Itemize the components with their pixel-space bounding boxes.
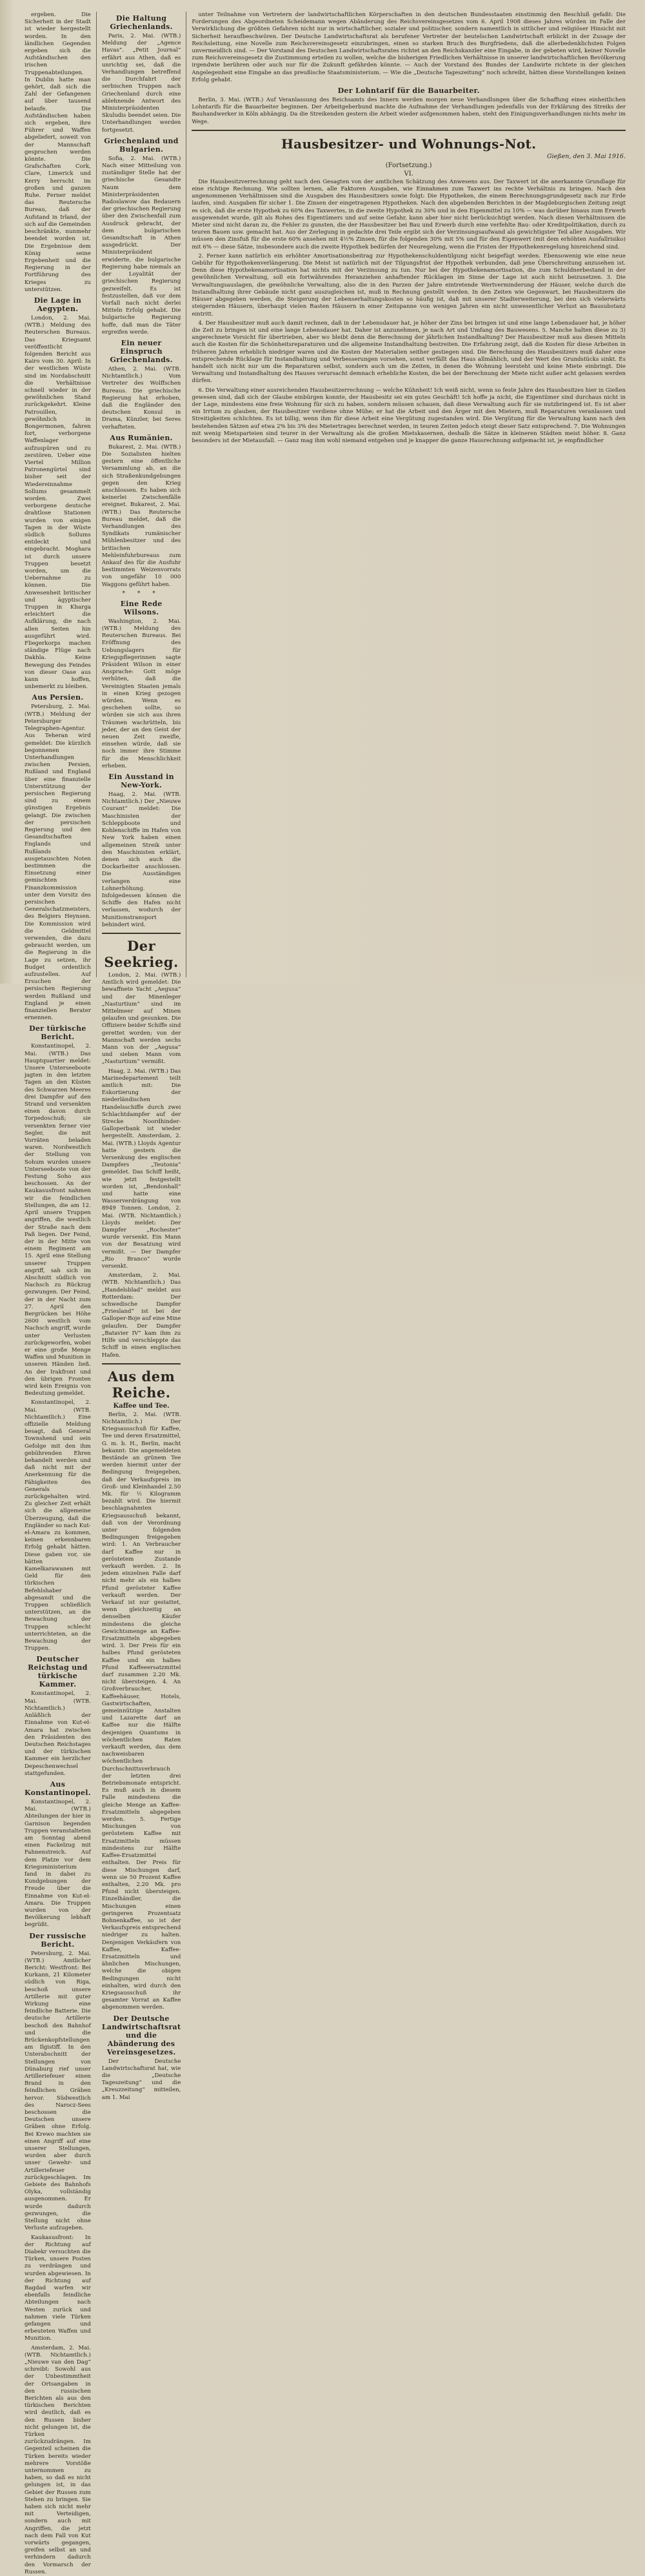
heading-rumaenien: Aus Rumänien. [110, 433, 173, 442]
heading-reichstag: Deutscher Reichstag und türkische Kammer. [28, 1655, 88, 1689]
heading-einspruch: Ein neuer Einspruch Griechenlands. [110, 338, 173, 364]
heading-hausbesitzer: Hausbesitzer- und Wohnungs-Not. [281, 136, 537, 152]
dateline: Gießen, den 3. Mai 1916. [547, 152, 626, 160]
article-konstantinopel: Konstantinopel, 2. Mai. (WTB.) Abteilungen der hier in Garnison liegenden Truppen veranstalteten am Sonntag abend einen Fackelzug mit Fahnenstreich. Auf dem Platze vor dem Kriegsministerium fand in dabei zu Kundgebungen der Freude über die Einnahme von Kut-el-Amara. Die Truppen wurden von der Bevölkerung lebhaft begrüßt. [25, 1798, 91, 1929]
article-persien: Petersburg, 2. Mai. (WTB.) Meldung der Petersburger Telegraphen-Agentur. Aus Teheran wird gemeldet: Die kürzlich begonnenen Unterhandlungen zwischen Persien, Rußland und England über eine finanzielle Unterstützung der persischen Regierung sind zu einem günstigen Ergebnis gelangt. Die zwischen der persischen Regierung und den Gesandtschaften Englands und Rußlands ausgetauschten Noten bestimmen die Einsetzung einer gemischten Finanzkommission unter dem Vorsitz des persischen Generalschatzmeisters, des Belgiers Heynsen. Die Kommission wird die Geldmittel verwenden, die dazu gebraucht werden, um die Regierung in die Lage zu setzen, ihr Budget ordentlich aufzustellen. Auf Ersuchen der persischen Regierung werden Rußland und England je einen finanziellen Berater ernennen. [25, 704, 91, 1022]
fortsetzung-label: (Fortsetzung.) [385, 161, 432, 169]
heading-aegypten: Die Lage in Aegypten. [34, 296, 82, 313]
divider [102, 1363, 181, 1364]
section-number: VI. [404, 170, 413, 177]
article-einspruch: Athen, 2. Mai. (WTB. Nichtamtlich.) Vom Vertreter des Wolffschen Bureaus. Die griechische Regierung hat erhoben, daß die Engländer den deutschen Konsul in Drama, Künzler, bei Seres verhafteten. [101, 365, 181, 431]
article-wilson: Washington, 2. Mai. (WTB.) Meldung des Reuterschen Bureaus. Bei Eröffnung des Uebungslagers für Kriegspflegerinnen sagte Präsident Wilson in einer Ansprache: Gott möge verhüten, daß die Vereinigten Staaten jemals in einen Krieg gezogen würden. Wenn es geschehen sollte, so würden sie sich aus ihren Träumen wachrütteln, bis jeder, der an den Geist der neuen Zeit zweifle, einsehen würde, daß sie noch immer ihre Stimme für die Menschlichkeit erheben. [101, 618, 181, 769]
article-russ-1: Petersburg, 2. Mai. (WTB.) Amtlicher Bericht: Westfront: Bei Kurkann, 21 Kilometer südlich von Riga, beschoß unsere Artillerie mit guter Wirkung eine feindliche Batterie. Die deutsche Artillerie beschoß den Bahnhof und die Brückenkopfstellungen am Ilgistiff. In den Unterabschnitt der Stellungen von Dünaburg rief unser Artilleriefeuer einen Brand in den feindlichen Gräben hervor. Südwestlich des Narocz-Sees beschossen die Deutschen unsere Gräben ohne Erfolg. Bei Krewo machten sie einen Angriff auf eine unserer Stellungen, wurden aber durch unser Gewehr- und Artilleriefeuer zurückgeschlagen. Im Gebiete des Bahnhofs Olyka, vollständig ausgenommen. Er wurde dadurch gezwungen, die Stellung nicht ohne Verluste aufzugeben. [25, 1950, 91, 2232]
heading-russischer-bericht: Der russische Bericht. [29, 1931, 86, 1949]
heading-lohntarif: Der Lohntarif für die Bauarbeiter. [337, 86, 480, 96]
article-haus-4: 6. Die Verwaltung einer ausreichenden Hausbesitzerrechnung — welche Kühnheit! Ich weiß nicht, wenn so feste Jahre des Hausbesitzes hier in Gießen gewesen sind, daß sich der Glaube einbürgen konnte, der Hausbesitz sei ein gutes Geschäft! Ich hoffe ja nicht, die Eigentümer sind durchaus nicht in der Lage, mindestens eine freie Wohnung für sich zu haben, sondern müssen schauen, daß diese Verwaltung auch für sie nutzbringend ist. Es ist aber ein Irrtum zu glauben, der Hausbesitzer verdiene ohne Mühe; er hat die Arbeit und den Ärger mit den Mietern, muß Reparaturen veranlassen und Streitigkeiten schlichten. Es ist billig, wenn ihm für diese Arbeit eine Vergütung zugestanden wird. Die Vergütung für die Verwaltung kann nach den bestehenden Sätzen auf etwa 2% bis 3% des Mietertrages berechnet werden, in teuren Zeiten jedoch steigt dieser Satz entsprechend. 7. Die Wohnungen mit wenig Mietsparteien sind teurer in der Verwaltung als die großen Mietskasernen, deshalb die Sätze in kleineren Städten meist höher. 8. Ganz besonders ist der Mietausfall. — Ganz mag ihm wohl niemand entgehen und je knapper die ganze Hausrechnung aufgemacht ist, je empfindlicher [192, 387, 626, 444]
article-new-york: Haag, 2. Mai. (WTB. Nichtamtlich.) Der „Nieuwe Courant“ meldet: Die Maschinisten der Schleppboote und Kohlenschiffe im Hafen von New York haben einen allgemeinen Streik unter den Maschinisten erklärt, denen sich auch die Dockarbeiter anschlossen. Die Ausständigen verlangen eine Lohnerhöhung. Infolgedessen können die Schiffe den Hafen nicht verlassen, wodurch der Munitionstransport behindert wird. [101, 791, 181, 928]
article-landwirtschaftsrat: Der Deutsche Landwirtschaftsrat hat, wie die „Deutsche Tageszeitung“ und die „Kreuzzeitung“ mitteilen, am 1. Mai [101, 2058, 181, 2101]
article-landwirtschaftsrat-cont: unter Teilnahme von Vertretern der landwirtschaftlichen Körperschaften in den deutschen Bundesstaaten einstimmig den Beschluß gefaßt: Die Forderungen des Abgeordneten Scheidemann wegen Abänderung des Reichsvereinsgesetzes vom 6. April 1908 dieses Jahres würden im Falle der Verwirklichung die größten Gefahren nicht nur in wirtschaftlicher, sozialer und politischer, sondern namentlich in sittlicher und religiöser Hinsicht mit Sicherheit heraufbeschwören. Der Deutsche Landwirtschaftsrat als berufener Vertreter der beutelschen Landwirtschaft erblickt in der Zusage der Reichsleitung, eine Novelle zum Reichsvereinsgesetz einzubringen, einen so starken Bruch des Burgfriedens, daß die allerbedenklichsten Folgen unvermeidlich sind. — Der Vorstand des Deutschen Landwirtschaftsrates richtet an den Reichskanzler eine Eingabe, in der gebeten wird, keiner Novelle zum Reichsvereinsgesetz die Zustimmung erteilen zu wollen, welche die bisherigen Friedlichen Verhältnisse in unserer landwirtschaftlichen Bevölkerung irgendwie berühren oder auch nur für die Zukunft gefährden könnte. — Auch der Vorstand des Bundes der Landwirte richtete in der gleichen Angelegenheit eine Eingabe an das preußische Staatsministerium. — Wie die „Deutsche Tageszeitung“ noch schreibt, hätten diese Vorstellungen keinen Erfolg gehabt. [192, 12, 626, 83]
article-seekrieg-2: Haag, 2. Mai. (WTB.) Das Marinedepartement teilt amtlich mit: Die Eskortierung der niederländischen Handelsschiffe durch zwei Schlachtdampfer auf der Strecke Noordhinder-Galloperbank ist wieder hergestellt. Amsterdam, 2. Mai. (WTB.) Lloyds Agentur hatte gestern die Versenkung des englischen Dampfers „Teutonia“ gemeldet. Das Schiff heißt, wie jetzt festgestellt worden ist, „Bendonhall“ und hatte eine Wasserverdrängung von 8949 Tonnen. London, 2. Mai. (WTB. Nichtamtlich.) Lloyds meldet: Der Dampfer „Rochester“ wurde versenkt. Ein Mann von der Besatzung wird vermißt. — Der Dampfer „Rio Branco“ wurde versenkt. [101, 1068, 181, 1270]
article-reichstag: Konstantinopel, 2. Mai. (WTB. Nichtamtlich.) Anläßlich der Einnahme von Kut-el-Amara hat zwischen den Präsidenten des Deutschen Reichstages und der türkischen Kammer ein herzlicher Depeschenwechsel stattgefunden. [25, 1690, 91, 1777]
article-haus-2: 2. Ferner kann natürlich ein erhöhter Amortisationsbeitrag zur Hypothekenschuldentilgung nicht beigefügt werden. Ebensowenig wie eine neue Gebühr für Hypothekenverlängerung. Die Meist ist natürlich mit der Tilgungsfrist der Hypothek verbunden, daß jene Überschreitung anzusehen ist. Denn diese Hypothekenamortisation hat nichts mit der Verzinsung zu tun. Nur bei der Hypothekenamortisation, die zum Schuldnerbestand in der gewöhnlichen Verwaltung, soll ein fortwährendes Heranziehen anhaftender Rücklagen im Sinne der Lage ist auch nicht beizusetzen. 3. Die Verwaltungsauslagen, die gewöhnliche Verwaltung, also die in den Parzen der Jahre eintretende Wertverminderung der Häuser, welche durch die Instandhaltung ihrer Gebäude nicht ganz auszugleichen ist, muß in Rechnung gestellt werden. In den Zeiten wie Gegenwart, bei Hausbesitzern die Häuser abgegeben werden, die Steigerung der Lebenserhaltungskosten so häufig ist, daß mit unserer Stadterweiterung, bei den sich vielerwärts steigernden Häusern, überhaupt vielen Rasten Häusern in einer Zeitspanne von wenigen Jahren ein nicht unwesentlicher Verlust an Bausubstanz eintritt. [192, 252, 626, 318]
column-right [186, 12, 631, 977]
column-left [19, 12, 97, 2575]
article-tuerk-1: Konstantinopel, 2. Mai. (WTB.) Das Hauptquartier meldet: Unsere Unterseeboote jagten in den letzten Tagen an den Küsten des Schwarzen Meeres drei Dampfer auf den Strand und versenkten einen davon durch Torpedoschuß; sie versenkten ferner vier Segler, die mit Vorräten beladen waren. Nordwestlich der Stellung von Sohum wurden unsere Unterseeboote von der Festung Soho aus beschossen. An der Kaukasusfront nahmen wir die feindlichen Stellungen, die am 12. April unsere Truppen angriffen, die westlich der Straße nach dem Paß liegen. Der Feind, der in der Mitte von einem Regiment am 15. April eine Stellung unserer Truppen angriff, sah sich im Abschnitt südlich von Nachsch zu Rückzug gezwungen. Der Feind, der in der Nacht zum 27. April den Bergrücken bei Höhe 2600 westlich vom Nachsch angriff, wurde unter Verlusten zurückgeworfen, wobei er eine große Menge Waffen und Munition in unseren Händen ließ. An der Irakfront und den übrigen Fronten wird kein Ereignis von Bedeutung gemeldet. [25, 1043, 91, 1397]
article-russ-2: Kaukasusfront: In der Richtung auf Diabekr versuchten die Türken, unsere Posten zu verdrängen und wurden abgewiesen. In der Richtung auf Bagdad warfen wir ebenfalls feindliche Abteilungen nach Westen zurück und nahmen viele Türken gefangen und erbeuteten Waffen und Munition. [25, 2234, 91, 2342]
heading-new-york: Ein Ausstand in New-York. [108, 773, 174, 790]
heading-wilson: Eine Rede Wilsons. [120, 599, 163, 616]
subheading-kaffee: Kaffee und Tee. [113, 1402, 170, 1410]
article-griechenland: Paris, 2. Mai. (WTB.) Meldung der „Agence Havas“. „Petit Journal“ erfährt aus Athen, daß es unrichtig sei, daß die Verhandlungen betreffend die Durchfahrt der serbischen Truppen nach Griechenland durch eine ablehnende Antwort des Ministerpräsidenten Skuludis beendet seien. Die Unterhandlungen werden fortgesetzt. [101, 33, 181, 134]
article-seekrieg-3: Amsterdam, 2. Mai. (WTB. Nichtamtlich.) Das „Handelsblad“ meldet aus Rotterdam: Der schwedische Dampfer „Friesland“ ist bei der Galloper-Boje auf eine Mine gelaufen. Der Dampfer „Batavier IV“ kam ihm zu Hilfe und verschleppte das Schiff in einen englischen Hafen. [101, 1272, 181, 1359]
heading-persien: Aus Persien. [32, 693, 84, 702]
heading-bulgarien: Griechenland und Bulgarien. [104, 136, 179, 154]
article-tuerk-2: Konstantinopel, 2. Mai. (WTB. Nichtamtlich.) Eine offizielle Meldung besagt, daß General Townshend und sein Gefolge mit den ihm gebührenden Ehren behandelt werden und daß nicht mit der Anerkennung für die Fähigkeiten des Generals zurückgehalten wird. Zu gleicher Zeit erhält sich die allgemeine Überzeugung, daß die Engländer so nach Kut-el-Amara zu kommen, keinen erkennbaren Erfolg gehabt hätten. Diese gaben vor, sie hätten Kamelkarawanen mit Geld für den türkischen Befehlshaber abgesandt und die Truppen schließlich unterstützen, an die Bewachung der Truppen schlecht unterrichteten, an die Bewachung der Truppen. [25, 1399, 91, 1652]
article-russ-3: Amsterdam, 2. Mai. (WTB. Nichtamtlich.) „Nieuwe van den Dag“ schreibt: Sowohl aus der Unbestimmtheit der Ortsangaben in den russischen Berichten als aus den türkischen Berichten wird deutlich, daß es den Russen bisher nicht gelungen ist, die Türken zurückzudrängen. Im Gegenteil scheinen die Türken bereits wieder mehrere Vorstöße unternommen zu haben, so daß es nicht gelungen ist, in das Gebiet der Russen zum Stehen zu bringen. Sie haben sich nicht mehr mit Verteidigen, sondern auch mit Angriffen, die jetzt nach dem Fall von Kut vorwärts gegangen, greifen selbst an und verhindern dadurch den Vormarsch der Russen. [25, 2344, 91, 2575]
divider [192, 130, 626, 131]
article-rumaenien: Bukarest, 2. Mai. (WTB.) Die Sozialisten hielten gestern eine öffentliche Versammlung ab, an die sich Straßenkundgebungen gegen den Krieg anschlossen. Es haben sich keinerlei Zwischenfälle ereignet. Bukarest, 2. Mai. (WTB.) Das Reutersche Bureau meldet, daß die Verhandlungen des Syndikats rumänischer Mühlenbesitzer und des britischen Mehleinfuhrbureaus zum Ankauf des für die Ausfuhr bestimmten Weizenvorrats von ungefähr 10 000 Waggons geführt haben. [101, 443, 181, 588]
heading-aus-dem-reiche: Aus dem Reiche. [107, 1368, 175, 1401]
divider [102, 933, 181, 934]
article-kaffee: Berlin, 2. Mai. (WTB. Nichtamtlich.) Der Kriegsausschuß für Kaffee, Tee und deren Ersatzmittel, G. m. b. H., Berlin, macht bekannt: Die angemeldeten Bestände an grünem Tee werden hiermit unter der Bedingung freigegeben, daß der Verkaufspreis im Groß- und Kleinhandel 2.50 Mk. für ½ Kilogramm bezahlt wird. Die hiermit beschlagnahmten Kriegsausschuß bekannt, daß von der Verordnung unter folgenden Bedingungen freigegeben wird: 1. An Verbraucher darf Kaffee nur in geröstetem Zustande verkauft werden. 2. In jedem einzelnen Falle darf nicht mehr als ein halbes Pfund gerösteter Kaffee verkauft werden. Der Verkauf ist nur gestattet, wenn gleichzeitig an denselben Käufer mindestens die gleiche Gewichtsmenge an Kaffee-Ersatzmitteln abgegeben wird. 3. Der Preis für ein halbes Pfund gerösteten Kaffee und ein halbes Pfund Kaffeeersatzmittel darf zusammen 2.20 Mk. nicht übersteigen. 4. An Großverbraucher, Kaffeehäuser, Hotels, Gastwirtschaften, gemeinnützige Anstalten und Lazarette darf an Kaffee nur die Hälfte desjenigen Quantums in wöchentlichen Raten verkauft werden, das dem nachweisbaren wöchentlichen Durchschnittsverbrauch der letzten drei Betriebsmonate entspricht. Es muß auch in diesem Falle mindestens die gleiche Menge an Kaffee-Ersatzmitteln abgegeben werden. 5. Fertige Mischungen von geröstetem Kaffee mit Ersatzmitteln müssen mindestens zur Hälfte Kaffee-Ersatzmittel enthalten. Der Preis für diese Mischungen darf, wenn sie 50 Prozent Kaffee enthalten, 2.20 Mk. pro Pfund nicht übersteigen. Einzelhändler, die Mischungen einen geringeren Prozentsatz Bohnenkaffee, so ist der Verkaufspreis entsprechend niedriger zu halten. Denjenigen Verkäufern von Kaffee, Kaffee-Ersatzmitteln und ähnlichen Mischungen, welche die obigen Bedingungen nicht einhalten, wird durch den Kriegsausschuß ihr gesamter Vorrat an Kaffee abgenommen werden. [101, 1411, 181, 2011]
article-seekrieg-1: London, 2. Mai. (WTB.) Amtlich wird gemeldet: Die bewaffnete Yacht „Aegusa“ und der Minenleger „Nasturtium“ sind im Mittelmeer auf Minen gelaufen und gesunken. Die Offiziere beider Schiffe sind gerettet worden; von der Mannschaft werden sechs Mann von der „Aegusa“ und sieben Mann vom „Nasturtium“ vermißt. [101, 971, 181, 1066]
heading-konstantinopel: Aus Konstantinopel. [25, 1780, 91, 1797]
article-intro: ergeben. Die Sicherheit in der Stadt ist wieder hergestellt worden. In den ländlichen Gegenden ergeben sich die Aufständischen den irischen Truppenabteilungen. In Dublin hatte man gehört, daß sich die Zahl der Gefangenen auf über tausend belaufe. Die Aufständischen haben sich ergeben, ihre Führer und Waffen abgeliefert, soweit von der Mannschaft gesprochen werden könnte. Die Grafschaften Cork, Clare, Limerick und Kerry herrscht im großen und ganzen Ruhe. Ferner meldet das Reutersche Bureau, daß der Aufstand in Irland, der sich auf die Gemeinden beschränkte, nunmehr beendet worden ist. Die Ergebnisse dem König seine Ergebenheit und die Regierung in der Fortführung des Krieges zu unterstützen. [25, 12, 91, 293]
heading-seekrieg: Der Seekrieg. [104, 937, 179, 970]
article-aegypten: London, 2. Mai. (WTB.) Meldung des Reuterschen Bureaus. Das Kriegsamt veröffentlicht folgenden Bericht aus Kairo vom 30. April: In der westlichen Wüste sind im Nordabschnitt die Verhältnisse schnell wieder in der gewöhnlichen Stand zurückgekehrt. Kleine Patrouillen, gewöhnlich in Bongermonen, fahren fort, verborgene Waffenlager aufzuspüren und zu zerstören. Ueber eine Viertel Million Patronengürtel sind bisher seit der Wiedereinnahme Sollums gesammelt worden. Zwei verborgene deutsche drahtlose Stationen wurden von einigen Tagen in der Wüste südlich Sollums entdeckt und eingebracht. Moghara ist durch unsere Truppen besetzt worden, um die Uebernahme zu können. Die Anwesenheit britischer und ägyptischer Truppen in Kharga erleichtert die Aufklärung, die nach allen Seiten hin ausgeführt wird. Fliegerkorps machen ständige Flüge nach Dakhla. Keine Bewegung des Feindes von dieser Oase aus kann hoffen, unbemerkt zu bleiben. [25, 314, 91, 691]
separator-stars: * * * [122, 590, 161, 597]
heading-tuerkischer-bericht: Der türkische Bericht. [29, 1024, 86, 1042]
article-haus-1: Die Hausbesitzverrechnung geht nach den Gesagten von der amtlichen Schätzung des Anwesens aus. Der Taxwert ist die anerkannte Grundlage für eine richtige Rechnung. Wie sollten lernen, alle Faktoren Ausgaben, wie Einnahmen zum Taxwert ins rechte Verhältnis zu bringen. Nach den angenommenen Verhältnissen sind die Ausgaben des Hausbesitzers sowie folgt: Die Hypotheken, die einem Berechnungsgrundgesetz nach zur Erde laufen, sind: Ausgaben für sicher 1. Die Zinsen der eingetragenen Hypotheken. Nach den abgebenden Berichten in der Magdeburgischen Zeitung zeigt es sich, daß die erste Hypothek zu 60% des Taxwertes, in die zweite Hypothek zu 30% und in den Eigenmittel zu 10% — was darüber hinaus zum Erwerb ausgewendet wurde, gilt als Rohes des Eigentümers und auf seine Gefahr, kann aber hier nicht berücksichtigt werden. Nach diesen Verhältnissen die Mieter sind nicht daran zu, die Fehler zu gunsten, die der Hausbesitzer bei Bau und Erwerb durch eine verfehlte Bau- oder Kreditpolitikation, durch zu teuren Bauen usw. gemacht hat. Aus der Zerlegung in gedachte drei Teile ergibt sich der Verzinsungsaufwand als gewichtigster Teil aller Ausgaben. Wir müssen den Zinsfuß für die erste 60% ansehen mit 4½% Zinsen, für die folgenden 30% mit 5% und für den Eigenwert (mit dem erhöhten Ausfallrisiko) mit 6% — diese Sätze, insbesondere auch die zweite Hypothek bedürfen der Neuregelung, wenn die Fristen der Hypothekenregelung hinreichend sind. [192, 178, 626, 250]
heading-landwirtschaftsrat: Der Deutsche Landwirtschaftsrat und die Abänderung des Vereinsgesetzes. [101, 2014, 181, 2056]
article-bulgarien: Sofia, 2. Mai. (WTB.) Nach einer Mitteilung von zuständiger Stelle hat der griechische Gesandte Naum dem Ministerpräsidenten Radoslawow das Bedauern der griechischen Regierung über den Zwischenfall zum Ausdruck gebracht, der dem bulgarischen Gesandtschaft in Athen ausgedrückt. Der Ministerpräsident erwiderte, die bulgarische Regierung habe niemals an der Loyalität der griechischen Regierung gezweifelt. Es ist festzustellen, daß vor dem Vorfall nach nicht derlei Mitteln Erfolg gehabt. Die bulgarische Regierung hoffe, daß man die Täter ergreifen werde. [101, 155, 181, 336]
article-haus-3: 4. Der Hausbesitzer muß auch damit rechnen, daß in der Lebensdauer hat, je höher der Zins bei bringen ist und eine lange Lebensdauer hat, je höher die Zeit zu bringen ist und eine lange Lebensdauer hat. Daher ist anzunehmen, je nach Art und Umfang des Bauwesens. 5. Manche halten diese zu 3) angerechnete Vorsicht für übertrieben, aber wo bleibt denn die Berechnung der jährlichen Instandhaltung? Der Hausbesitzer muß aus diesen Mitteln auch die Kosten für die Schönheitsreparaturen und die allgemeine Instandhaltung bestreiten. Die Erfahrung zeigt, daß die Kosten für diese Arbeiten in früheren Jahren erheblich niedriger waren und die Kosten der Materialien seither gestiegen sind. Die Berechnung des Hausbesitzers muß daher eine entsprechende Rücklage für Instandhaltung und Verbesserungen vorsehen, sonst verfällt das Haus allmählich, und der Wert des Grundstücks sinkt. Es handelt sich nicht nur um die Reparaturen selbst, sondern auch um die Zeiten, in denen die Wohnung leersteht und keine Miete einbringt. Die Verwaltung und Instandhaltung des Hauses verursacht demnach erhebliche Kosten, die bei der Berechnung der Miete nicht außer acht gelassen werden dürfen. [192, 319, 626, 385]
heading-griechenland: Die Haltung Griechenlands. [110, 14, 173, 31]
column-middle [97, 12, 187, 2101]
article-lohntarif: Berlin, 3. Mai. (WTB.) Auf Veranlassung des Reichsamts des Innern werden morgen neue Verhandlungen über die Schaffung eines einheitlichen Lohntarifs für die Bauarbeiter beginnen. Der Arbeitgeberbund machte die Aufnahme der Verhandlungen jedenfalls von der Erklärung des Streiks der Bauhandwerker in Köln abhängig. Da die Streikenden gestern die Arbeit wieder aufgenommen haben, steht den Einigungsverhandlungen nichts mehr im Wege. [192, 97, 626, 125]
